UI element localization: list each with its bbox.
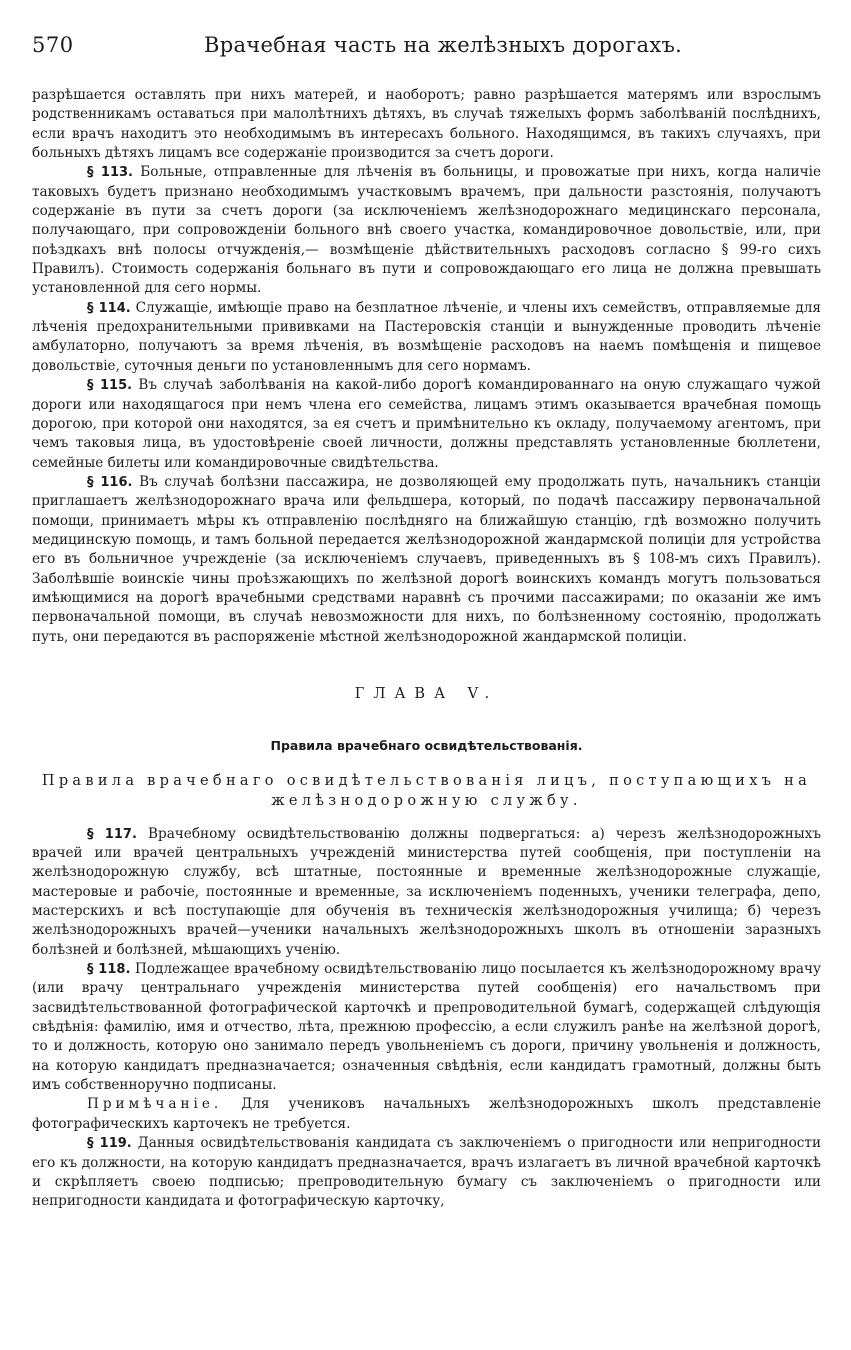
paragraph-118 xyxy=(32,960,821,1095)
section-number: § 119. xyxy=(87,1136,132,1152)
paragraph-113 xyxy=(32,163,821,298)
paragraph-text: Въ случаѣ заболѣванія на какой-либо дорогѣ командированнаго на оную служащаго чужой дороги или находящагося при немъ члена его семейства, лицамъ этимъ оказывается врачебная помощь дорогою, при которой они находятся, за ея счетъ и примѣнительно къ окладу, получаемому агентомъ, при чемъ таковыя лица, въ удостовѣреніе своей личности, должны представлять установленные бюллетени, семейные билеты или командировочные свидѣтельства. xyxy=(32,377,821,471)
paragraph-115 xyxy=(32,376,821,473)
note-text: Для учениковъ начальныхъ желѣзнодорожныхъ школъ представленіе фотографическихъ карточекъ не требуется. xyxy=(32,1096,821,1132)
paragraph-114 xyxy=(32,299,821,376)
continuation-paragraph: разрѣшается оставлять при нихъ матерей, и наоборотъ; равно разрѣшается матерямъ или взрослымъ родственникамъ оставаться при малолѣтнихъ дѣтяхъ, въ случаѣ тяжелыхъ формъ заболѣваній послѣднихъ, если врачъ находитъ это необходимымъ въ интересахъ больного. Находящимся, въ такихъ случаяхъ, при больныхъ дѣтяхъ лицамъ все содержаніе производится за счетъ дороги. xyxy=(32,87,821,162)
note-label: Примѣчаніе. xyxy=(87,1096,223,1113)
paragraph-119 xyxy=(32,1134,821,1211)
paragraph-text: Врачебному освидѣтельствованію должны подвергаться: а) черезъ желѣзнодорожныхъ врачей или врачей центральныхъ учрежденій министерства путей сообщенія, при поступленіи на желѣзнодорожную службу, всѣ штатные, постоянные и временные желѣзнодорожные служащіе, мастеровые и рабочіе, постоянные и временные, за исключеніемъ поденныхъ, ученики телеграфа, депо, мастерскихъ и всѣ поступающіе для обученія въ техническія желѣзнодорожныя училища; б) черезъ желѣзнодорожныхъ врачей—ученики начальныхъ желѣзнодорожныхъ школъ въ отношеніи заразныхъ болѣзней и болѣзней, мѣшающихъ ученію. xyxy=(32,825,822,958)
chapter-subtitle: Правила врачебнаго освидѣтельствованія. xyxy=(270,738,583,754)
paragraph-116 xyxy=(32,473,821,647)
paragraph-text: Служащіе, имѣющіе право на безплатное лѣченіе, и члены ихъ семействъ, отправляемые для лѣченія предохранительными прививками на Пастеровскія станціи и вынужденные проводить лѣченіе амбулаторно, получаютъ за время лѣченія, въ возмѣщеніе расходовъ на наемъ помѣщенія и пищевое довольствіе, суточныя деньги по установленнымъ для сего нормамъ. xyxy=(32,299,821,374)
running-title: Врачебная часть на желѣзныхъ дорогахъ. xyxy=(204,33,683,57)
paragraph-text: Больные, отправленные для лѣченія въ больницы, и провожатые при нихъ, когда наличіе таковыхъ будетъ признано необходимымъ участковымъ врачемъ, при дальности разстоянія, получаютъ содержаніе въ пути за счетъ дороги (за исключеніемъ желѣзнодорожнаго медицинскаго персонала, получающаго, при сопровожденіи больного внѣ своего участка, командировочное довольствіе, или, при поѣздкахъ внѣ полосы отчужденія,— возмѣщеніе дѣйствительныхъ расходовъ согласно § 99-го сихъ Правилъ). Стоимость содержанія больнаго въ пути и сопровождающаго его лица не должна превышать установленной для сего нормы. xyxy=(32,164,821,297)
section-number: § 114. xyxy=(87,300,131,316)
page-header xyxy=(32,30,821,86)
section-number: § 117. xyxy=(87,826,137,842)
section-number: § 118. xyxy=(87,962,131,978)
section-number: § 115. xyxy=(87,378,133,394)
note-paragraph xyxy=(32,1095,821,1134)
page-number: 570 xyxy=(32,33,74,57)
paragraph-text: Подлежащее врачебному освидѣтельствованію лицо посылается къ желѣзнодорожному врачу (или врачу центральнаго учрежденія министерства путей сообщенія) его начальствомъ при засвидѣтельствованной фотографической карточкѣ и препроводительной бумагѣ, содержащей слѣдующія свѣдѣнія: фамилію, имя и отчество, лѣта, прежнюю профессію, а если служилъ ранѣе на желѣзной дорогѣ, то и должность, которую оно занимало передъ увольненіемъ съ дороги, причину увольненія и должность, на которую кандидатъ предназначается; означенныя свѣдѣнія, если кандидатъ грамотный, должны быть имъ собственноручно подписаны. xyxy=(32,961,821,1094)
chapter-title: ГЛАВА V. xyxy=(354,685,499,702)
paragraph-text: Въ случаѣ болѣзни пассажира, не дозволяющей ему продолжать путь, начальникъ станціи приглашаетъ желѣзнодорожнаго врача или фельдшера, который, по подачѣ пассажиру первоначальной помощи, принимаетъ мѣры къ отправленію послѣдняго на ближайшую станцію, гдѣ возможно получить медицинскую помощь, и тамъ больной передается желѣзнодорожной жандармской полиціи для устройства его въ больничное учрежденіе (за исключеніемъ случаевъ, приведенныхъ въ § 108-мъ сихъ Правилъ). Заболѣвшіе воинскіе чины проѣзжающихъ по желѣзной дорогѣ воинскихъ командъ могутъ пользоваться имѣющимися на дорогѣ врачебными средствами наравнѣ съ прочими пассажирами; по оказаніи же имъ первоначальной помощи, въ случаѣ невозможности для нихъ, по болѣзненному состоянію, продолжать путь, они передаются въ распоряженіе мѣстной желѣзнодорожной жандармской полиціи. xyxy=(32,473,821,645)
paragraph-text: Данныя освидѣтельствованія кандидата съ заключеніемъ о пригодности или непригодности его къ должности, на которую кандидатъ предназначается, врачъ излагаетъ въ личной врачебной карточкѣ и скрѣпляетъ своею подписью; препроводительную бумагу съ заключеніемъ о пригодности или непригодности кандидата и фотографическую карточку, xyxy=(32,1135,822,1210)
section-number: § 113. xyxy=(87,165,133,181)
section-heading: Правила врачебнаго освидѣтельствованія лицъ, поступающихъ на желѣзнодорожную службу. xyxy=(41,772,812,809)
section-number: § 116. xyxy=(87,474,133,490)
paragraph-117 xyxy=(32,825,821,960)
